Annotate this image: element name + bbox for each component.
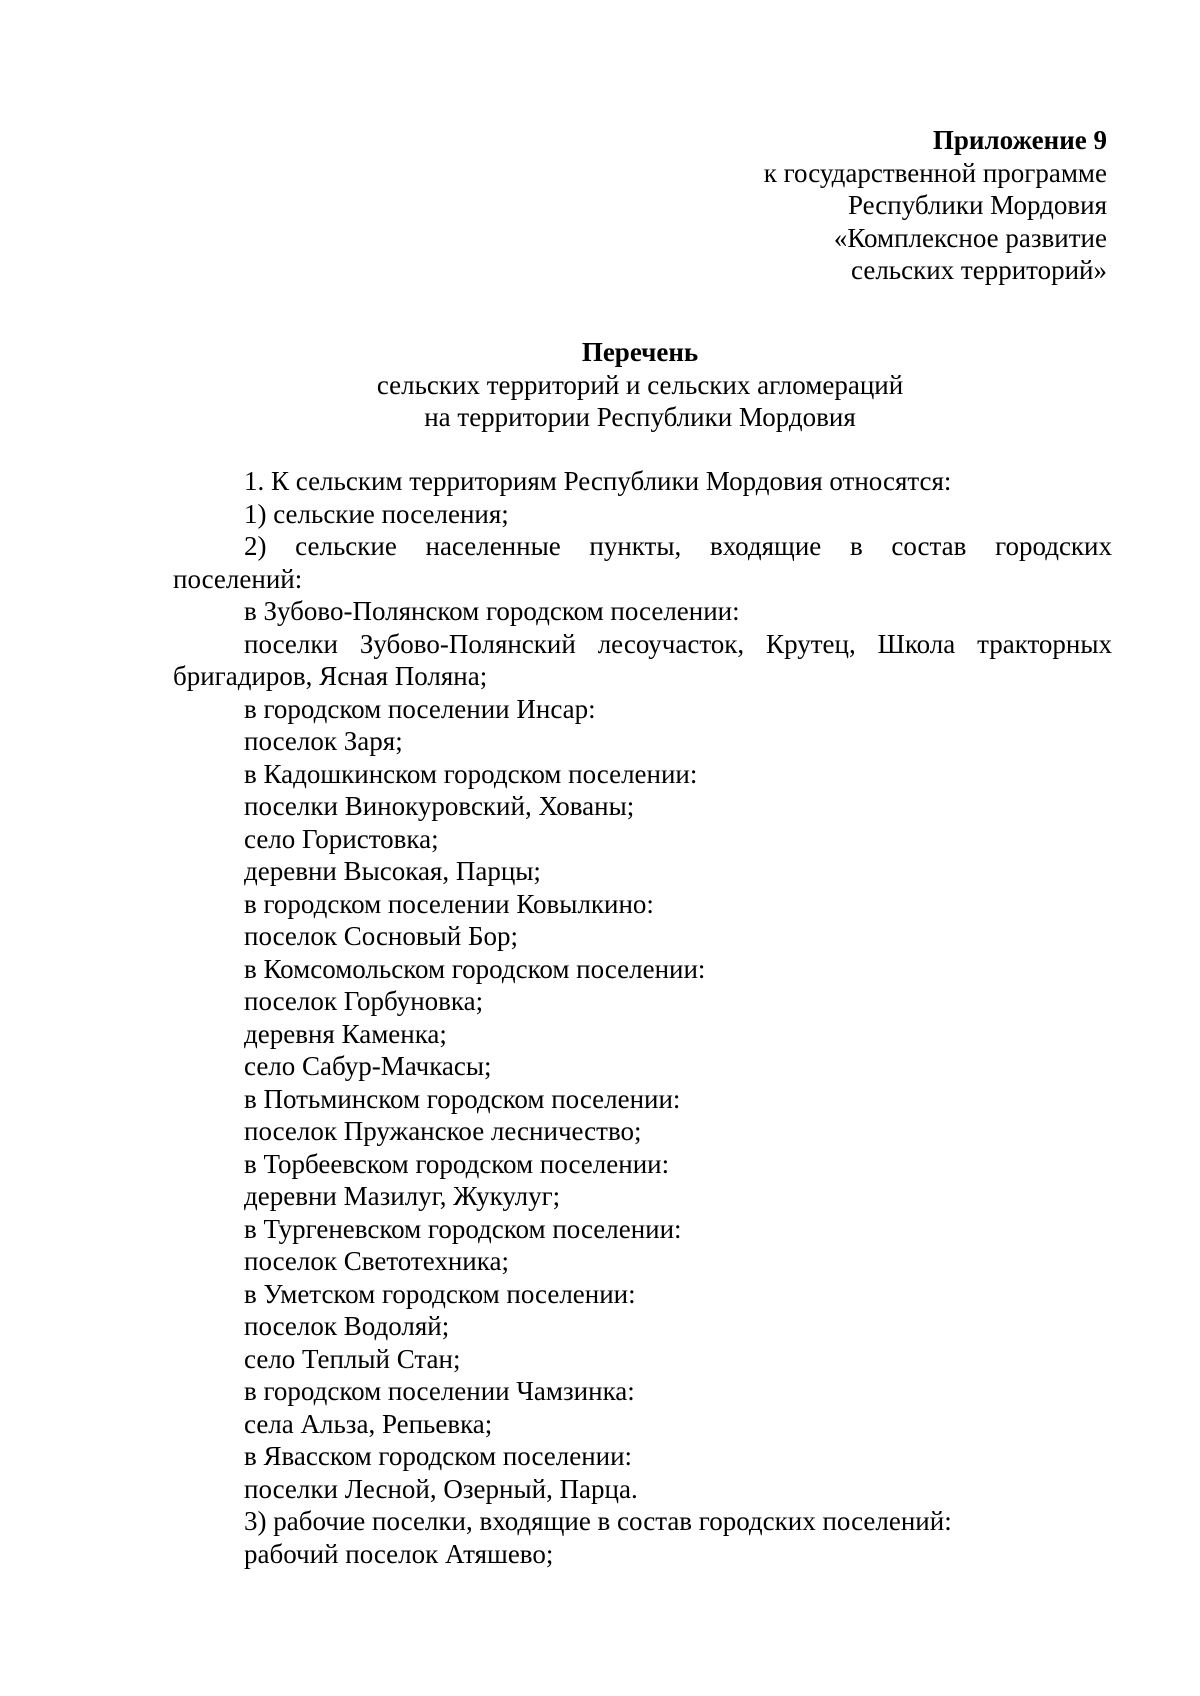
appendix-block (507, 124, 1107, 287)
list-item: село Сабур-Мачкасы; (244, 1051, 492, 1081)
paragraph-continuation: поселений: (173, 563, 303, 594)
document-body (173, 465, 1112, 1570)
appendix-title: Приложение 9 (932, 125, 1107, 155)
heading-title: Перечень (581, 337, 699, 367)
list-item: село Теплый Стан; (244, 1343, 461, 1374)
paragraph-continuation: бригадиров, Ясная Поляна; (173, 661, 488, 691)
list-item: в городском поселении Чамзинка: (244, 1376, 635, 1406)
list-item: поселки Винокуровский, Хованы; (244, 791, 635, 821)
list-item: рабочий поселок Атяшево; (244, 1538, 554, 1569)
list-item: в Торбеевском городском поселении: (244, 1148, 670, 1179)
list-item: в Явасском городском поселении: (244, 1441, 633, 1471)
list-item: в городском поселении Инсар: (244, 693, 596, 724)
list-item: поселок Светотехника; (244, 1246, 509, 1276)
list-item: в Потьминском городском поселении: (244, 1083, 681, 1114)
list-item: в Кадошкинском городском поселении: (244, 758, 698, 789)
list-item: в городском поселении Ковылкино: (244, 888, 654, 919)
list-item: деревни Мазилуг, Жукулуг; (244, 1181, 561, 1211)
heading-line: на территории Республики Мордовия (424, 402, 856, 432)
body-lines (173, 693, 1112, 1571)
heading-line: сельских территорий и сельских агломераций (376, 369, 904, 400)
list-item: в Тургеневском городском поселении: (244, 1213, 682, 1244)
paragraph: 1) сельские поселения; (244, 498, 509, 529)
list-item: деревня Каменка; (244, 1018, 447, 1049)
list-item: поселки Лесной, Озерный, Парца. (244, 1473, 638, 1504)
list-item: село Гористовка; (244, 823, 439, 854)
appendix-line: Республики Мордовия (847, 190, 1107, 220)
list-item: в Уметском городском поселении: (244, 1278, 636, 1309)
appendix-line: «Комплексное развитие (833, 222, 1107, 253)
list-item: поселок Заря; (244, 726, 403, 756)
list-item: поселок Сосновый Бор; (244, 921, 518, 951)
list-item: в Комсомольском городском поселении: (244, 953, 706, 984)
paragraph: в Зубово-Полянском городском поселении: (244, 596, 740, 626)
list-item: поселок Горбуновка; (244, 986, 484, 1016)
document-heading (180, 336, 1100, 434)
list-item: села Альза, Репьевка; (244, 1408, 493, 1439)
paragraph: 2) сельские населенные пункты, входящие в состав городских (244, 531, 1112, 561)
appendix-line: к государственной программе (763, 157, 1107, 188)
list-item: поселок Водоляй; (244, 1311, 450, 1341)
list-item: поселок Пружанское лесничество; (244, 1116, 642, 1146)
paragraph: 1. К сельским территориям Республики Мордовия относятся: (244, 466, 952, 496)
list-item: 3) рабочие поселки, входящие в состав городских поселений: (244, 1506, 952, 1536)
list-item: деревни Высокая, Парцы; (244, 856, 541, 886)
appendix-line: сельских территорий» (851, 255, 1107, 285)
paragraph: поселки Зубово-Полянский лесоучасток, Крутец, Школа тракторных (244, 628, 1112, 659)
